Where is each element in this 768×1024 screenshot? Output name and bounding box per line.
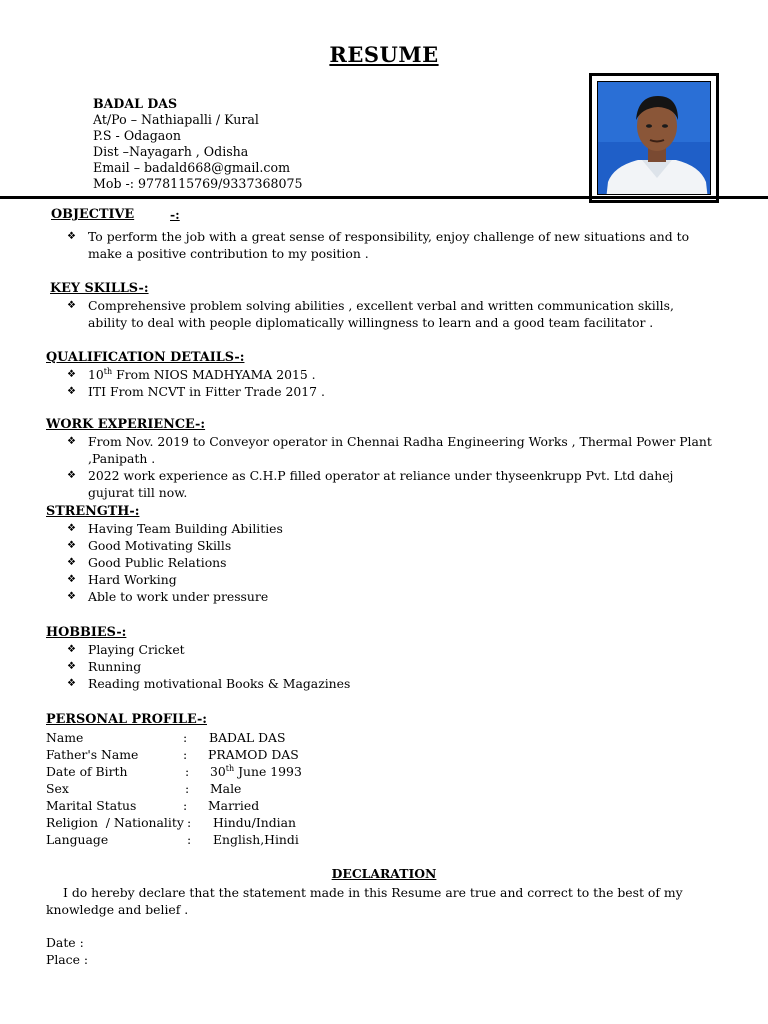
profile-row-religion bbox=[46, 814, 546, 831]
work-experience-list bbox=[67, 433, 717, 501]
list-item: ❖ To perform the job with a great sense of responsibility, enjoy challenge of new situations and to make a positive contribution to my position . bbox=[67, 229, 690, 261]
photo-image bbox=[597, 81, 711, 195]
personal-profile-table bbox=[46, 729, 546, 848]
key-skills-heading: KEY SKILLS-: bbox=[50, 281, 149, 296]
objective-list bbox=[67, 228, 717, 262]
profile-label: Name bbox=[46, 730, 84, 745]
profile-colon: : bbox=[183, 747, 188, 762]
list-item: ❖ Comprehensive problem solving abilities , excellent verbal and written communication skills, ability to deal with people diplomatically willingness to learn and a good team facilitator . bbox=[67, 298, 674, 330]
profile-label: Marital Status bbox=[46, 798, 137, 813]
profile-label: Religion / Nationality bbox=[46, 815, 184, 830]
profile-value: English,Hindi bbox=[213, 832, 299, 847]
email-line: Email – badald668@gmail.com bbox=[93, 160, 291, 175]
diamond-bullet-icon: ❖ bbox=[67, 540, 76, 551]
profile-row-marital bbox=[46, 797, 546, 814]
hobbies-list bbox=[67, 641, 717, 692]
profile-colon: : bbox=[187, 815, 192, 830]
list-item: ❖ Reading motivational Books & Magazines bbox=[67, 676, 351, 691]
diamond-bullet-icon: ❖ bbox=[67, 557, 76, 568]
profile-label: Date of Birth bbox=[46, 764, 128, 779]
profile-label: Language bbox=[46, 832, 109, 847]
list-item: ❖ Good Motivating Skills bbox=[67, 538, 232, 553]
diamond-bullet-icon: ❖ bbox=[67, 231, 76, 242]
list-item: ❖ 10th From NIOS MADHYAMA 2015 . bbox=[67, 366, 316, 382]
profile-colon: : bbox=[187, 832, 192, 847]
diamond-bullet-icon: ❖ bbox=[67, 678, 76, 689]
list-item: ❖ ITI From NCVT in Fitter Trade 2017 . bbox=[67, 384, 325, 399]
contact-block bbox=[93, 96, 303, 192]
page-title: RESUME bbox=[329, 42, 439, 67]
profile-value: Hindu/Indian bbox=[213, 815, 296, 830]
profile-value: 30th June 1993 bbox=[210, 763, 302, 779]
diamond-bullet-icon: ❖ bbox=[67, 386, 76, 397]
personal-profile-heading: PERSONAL PROFILE-: bbox=[46, 712, 207, 727]
work-experience-heading: WORK EXPERIENCE-: bbox=[46, 417, 206, 432]
profile-row-sex bbox=[46, 780, 546, 797]
profile-label: Father's Name bbox=[46, 747, 139, 762]
mobile-line: Mob -: 9778115769/9337368075 bbox=[93, 176, 303, 191]
diamond-bullet-icon: ❖ bbox=[67, 523, 76, 534]
diamond-bullet-icon: ❖ bbox=[67, 591, 76, 602]
diamond-bullet-icon: ❖ bbox=[67, 300, 76, 311]
candidate-name: BADAL DAS bbox=[93, 96, 178, 111]
profile-colon: : bbox=[185, 781, 190, 796]
strength-list bbox=[67, 520, 717, 605]
list-item: ❖ Hard Working bbox=[67, 572, 177, 587]
profile-colon: : bbox=[183, 798, 188, 813]
profile-colon: : bbox=[185, 764, 190, 779]
profile-value: PRAMOD DAS bbox=[208, 747, 299, 762]
profile-colon: : bbox=[183, 730, 188, 745]
diamond-bullet-icon: ❖ bbox=[67, 436, 76, 447]
declaration-heading: DECLARATION bbox=[331, 866, 437, 881]
profile-row-language bbox=[46, 831, 546, 848]
key-skills-list bbox=[67, 297, 717, 331]
list-item: ❖ Able to work under pressure bbox=[67, 589, 269, 604]
list-item: ❖ Playing Cricket bbox=[67, 642, 185, 657]
profile-row-name bbox=[46, 729, 546, 746]
profile-row-father bbox=[46, 746, 546, 763]
objective-heading: OBJECTIVE bbox=[51, 207, 135, 222]
profile-value: Male bbox=[210, 781, 242, 796]
address-line: At/Po – Nathiapalli / Kural bbox=[93, 112, 259, 127]
police-station-line: P.S - Odagaon bbox=[93, 128, 181, 143]
diamond-bullet-icon: ❖ bbox=[67, 644, 76, 655]
header-divider bbox=[0, 196, 768, 199]
person-portrait-icon bbox=[598, 82, 711, 195]
diamond-bullet-icon: ❖ bbox=[67, 661, 76, 672]
list-item: ❖ Running bbox=[67, 659, 142, 674]
diamond-bullet-icon: ❖ bbox=[67, 470, 76, 481]
qualification-heading: QUALIFICATION DETAILS-: bbox=[46, 350, 245, 365]
qualification-list bbox=[67, 366, 717, 400]
diamond-bullet-icon: ❖ bbox=[67, 369, 76, 380]
list-item: ❖ Good Public Relations bbox=[67, 555, 227, 570]
hobbies-heading: HOBBIES-: bbox=[46, 625, 127, 640]
profile-photo bbox=[589, 73, 719, 203]
strength-heading: STRENGTH-: bbox=[46, 504, 140, 519]
place-label: Place : bbox=[46, 952, 89, 967]
list-item: ❖ From Nov. 2019 to Conveyor operator in Chennai Radha Engineering Works , Thermal Power Plant ,Panipath . bbox=[67, 434, 712, 466]
objective-heading-separator: -: bbox=[170, 207, 180, 222]
district-line: Dist –Nayagarh , Odisha bbox=[93, 144, 249, 159]
profile-row-dob bbox=[46, 763, 546, 780]
declaration-text: I do hereby declare that the statement made in this Resume are true and correct to the best of my knowledge and belief . bbox=[46, 885, 683, 917]
diamond-bullet-icon: ❖ bbox=[67, 574, 76, 585]
profile-value: BADAL DAS bbox=[209, 730, 286, 745]
list-item: ❖ 2022 work experience as C.H.P filled operator at reliance under thyseenkrupp Pvt. Ltd dahej gujurat till now. bbox=[67, 468, 674, 500]
list-item: ❖ Having Team Building Abilities bbox=[67, 521, 283, 536]
date-label: Date : bbox=[46, 935, 84, 950]
profile-label: Sex bbox=[46, 781, 69, 796]
profile-value: Married bbox=[208, 798, 260, 813]
